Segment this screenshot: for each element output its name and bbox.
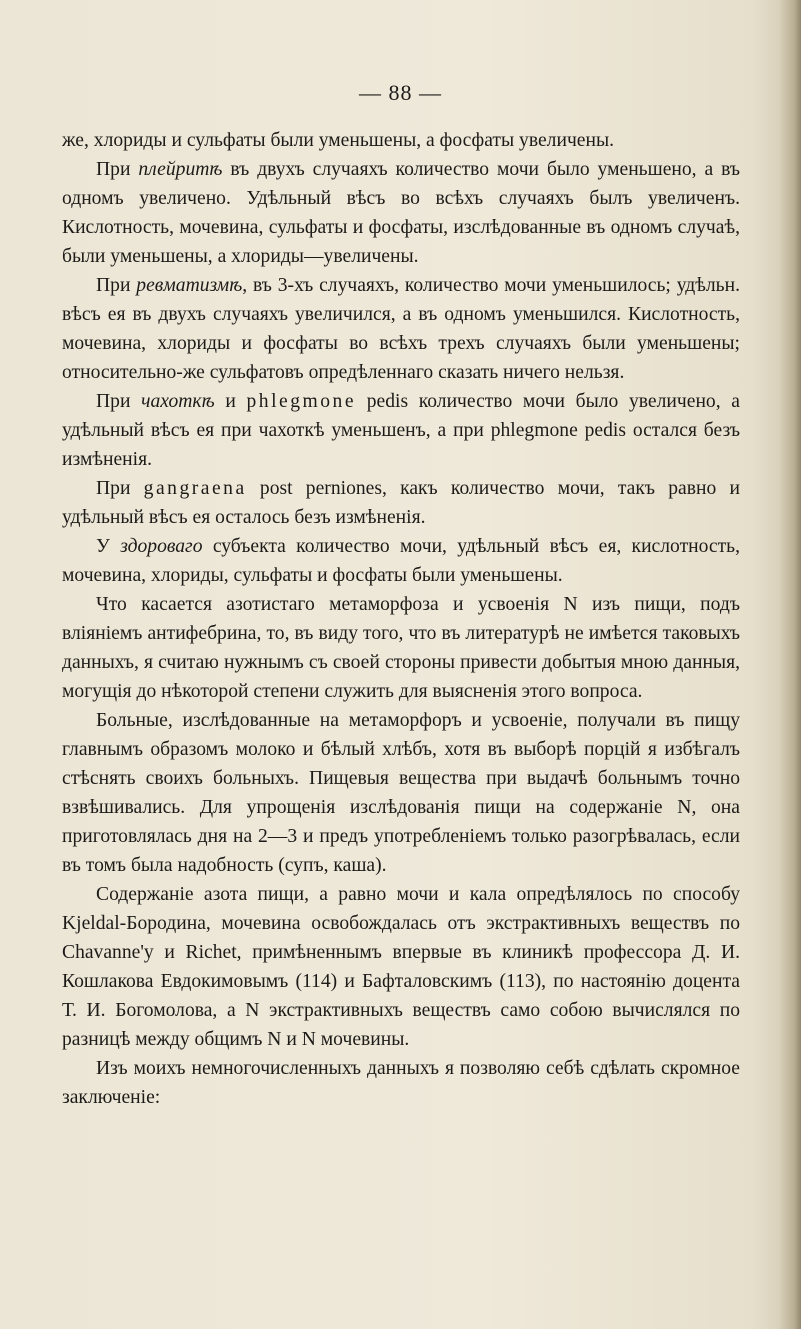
paragraph: При чахоткѣ и phlegmone pedis количество мочи было увеличено, а удѣльный вѣсъ ея при чахоткѣ уменьшенъ, а при phlegmone pedis остался безъ измѣненія. (62, 391, 740, 470)
paragraph: Что касается азотистаго метаморфоза и усвоенія N изъ пищи, подъ вліяніемъ антифебрина, то, въ виду того, что въ литературѣ не имѣется таковыхъ данныхъ, я считаю нужнымъ съ своей стороны привести добытыя мною данныя, могущія до нѣкоторой степени служить для выясненія этого вопроса. (62, 594, 740, 702)
page-number: — 88 — (359, 80, 442, 105)
paragraph: При плейритѣ въ двухъ случаяхъ количество мочи было уменьшено, а въ одномъ увеличено. Удѣльный вѣсъ во всѣхъ случаяхъ былъ увеличенъ. Кислотность, мочевина, сульфаты и фосфаты, изслѣдованные въ одномъ случаѣ, были уменьшены, а хлориды—увеличены. (62, 159, 740, 267)
spaced-term: gangraena (143, 478, 247, 499)
spaced-term: phlegmone (246, 391, 357, 412)
body-text (62, 126, 740, 1112)
page-edge-shadow (779, 0, 801, 1329)
paragraph: же, хлориды и сульфаты были уменьшены, а фосфаты увеличены. (62, 130, 615, 151)
paragraph: При ревматизмѣ, въ 3-хъ случаяхъ, количество мочи уменьшилось; удѣльн. вѣсъ ея въ двухъ случаяхъ увеличился, а въ одномъ уменьшился. Кислотность, мочевина, хлориды и фосфаты во всѣхъ трехъ случаяхъ были уменьшены; относительно-же сульфатовъ опредѣленнаго сказать ничего нельзя. (62, 275, 740, 383)
paragraph: Содержаніе азота пищи, а равно мочи и кала опредѣлялось по способу Kjeldal-Бородина, мочевина освобождалась отъ экстрактивныхъ веществъ по Chavanne'у и Richet, примѣненнымъ впервые въ клиникѣ профессора Д. И. Кошлакова Евдокимовымъ (114) и Бафталовскимъ (113), по настоянію доцента Т. И. Богомолова, а N экстрактивныхъ веществъ само собою вычислялся по разницѣ между общимъ N и N мочевины. (62, 884, 740, 1050)
emphasis: плейритѣ (138, 159, 223, 180)
emphasis: ревматизмѣ (136, 275, 243, 296)
paragraph: У здороваго субъекта количество мочи, удѣльный вѣсъ ея, кислотность, мочевина, хлориды, сульфаты и фосфаты были уменьшены. (62, 536, 740, 586)
paragraph: Изъ моихъ немногочисленныхъ данныхъ я позволяю себѣ сдѣлать скромное заключеніе: (62, 1058, 740, 1108)
emphasis: здороваго (120, 536, 203, 557)
paragraph: Больные, изслѣдованные на метаморфоръ и усвоеніе, получали въ пищу главнымъ образомъ молоко и бѣлый хлѣбъ, хотя въ выборѣ порцій я избѣгалъ стѣснять своихъ больныхъ. Пищевыя вещества при выдачѣ больнымъ точно взвѣшивались. Для упрощенія изслѣдованія пищи на содержаніе N, она приготовлялась дня на 2—3 и предъ употребленіемъ только разогрѣвалась, если въ томъ была надобность (супъ, каша). (62, 710, 740, 876)
emphasis: чахоткѣ (141, 391, 215, 412)
paragraph: При gangraena post perniones, какъ количество мочи, такъ равно и удѣльный вѣсъ ея осталось безъ измѣненія. (62, 478, 740, 528)
